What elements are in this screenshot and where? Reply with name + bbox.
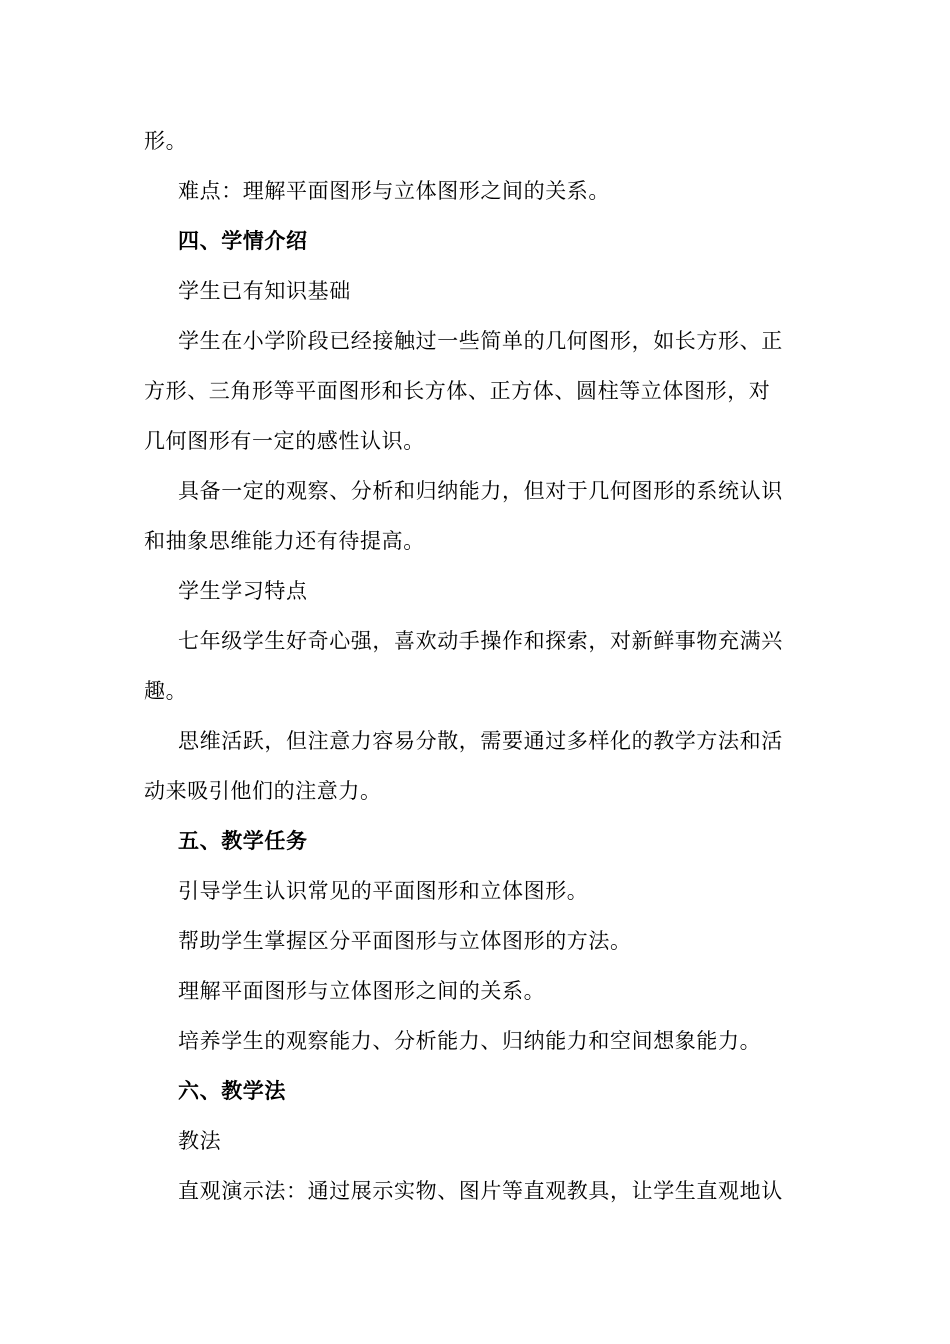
task-item: 理解平面图形与立体图形之间的关系。 [178,979,546,1003]
difficulty-point-text: 难点：理解平面图形与立体图形之间的关系。 [178,179,610,203]
task-item: 培养学生的观察能力、分析能力、归纳能力和空间想象能力。 [178,1029,762,1053]
paragraph-continuation-line: 形。 [144,129,188,153]
section-heading-student-situation: 四、学情介绍 [178,228,308,253]
subheading-learning-characteristics: 学生学习特点 [178,579,308,603]
task-item: 引导学生认识常见的平面图形和立体图形。 [178,879,589,903]
paragraph-line: 方形、三角形等平面图形和长方体、正方体、圆柱等立体图形，对 [144,379,771,403]
paragraph-line: 动来吸引他们的注意力。 [144,779,382,803]
subheading-teaching-method: 教法 [178,1129,222,1153]
subheading-prior-knowledge: 学生已有知识基础 [178,279,351,303]
section-heading-teaching-methods: 六、教学法 [178,1078,286,1103]
paragraph-line: 七年级学生好奇心强，喜欢动手操作和探索，对新鲜事物充满兴 [178,629,783,653]
task-item: 帮助学生掌握区分平面图形与立体图形的方法。 [178,929,632,953]
paragraph-line: 思维活跃，但注意力容易分散，需要通过多样化的教学方法和活 [178,729,783,753]
paragraph-line: 趣。 [144,679,188,703]
section-heading-teaching-tasks: 五、教学任务 [178,828,308,853]
paragraph-line: 和抽象思维能力还有待提高。 [144,529,425,553]
paragraph-line: 学生在小学阶段已经接触过一些简单的几何图形，如长方形、正 [178,329,783,353]
paragraph-line: 几何图形有一定的感性认识。 [144,429,425,453]
paragraph-line: 具备一定的观察、分析和归纳能力，但对于几何图形的系统认识 [178,479,783,503]
paragraph-line: 直观演示法：通过展示实物、图片等直观教具，让学生直观地认 [178,1179,783,1203]
